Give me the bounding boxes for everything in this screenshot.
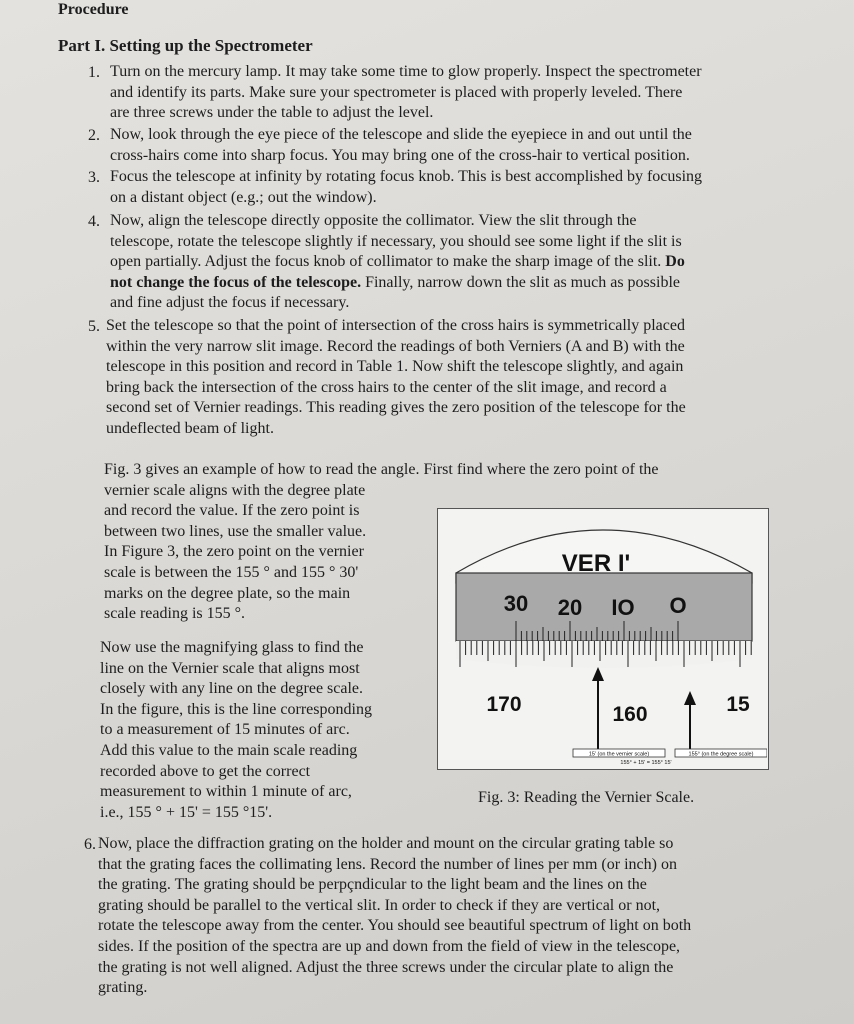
sum-note: 155° + 15' = 155° 15' [620, 760, 672, 766]
vernier-label: IO [611, 595, 635, 620]
text-line: second set of Vernier readings. This reading gives the zero position of the telescope for the [106, 399, 686, 417]
text-line: telescope, rotate the telescope slightly if necessary, you should see some light if the slit is [110, 232, 682, 250]
figure-caption: Fig. 3: Reading the Vernier Scale. [478, 789, 695, 806]
text-line: and record the value. If the zero point is [104, 502, 360, 520]
text-line: In Figure 3, the zero point on the vernier [104, 543, 364, 561]
part-title: Part I. Setting up the Spectrometer [58, 36, 313, 55]
text-line: i.e., 155 ° + 15' = 155 °15'. [100, 803, 273, 821]
vernier-scale-diagram [438, 509, 767, 768]
step-number: 6. [84, 836, 96, 853]
step-6-text [98, 834, 691, 999]
step-number: 5. [88, 318, 100, 335]
vernier-label: 30 [503, 591, 529, 616]
text-line: on a distant object (e.g.; out the window). [110, 188, 377, 206]
text-line: that the grating faces the collimating lens. Record the number of lines per mm (or inch) on [98, 855, 677, 873]
vernier-label: 20 [557, 595, 583, 620]
text-line: Add this value to the main scale reading [100, 741, 358, 759]
text-line: undeflected beam of light. [106, 419, 274, 437]
text-line: within the very narrow slit image. Record the readings of both Verniers (A and B) with the [106, 337, 685, 355]
text-line: cross-hairs come into sharp focus. You may bring one of the cross-hair to vertical position. [110, 146, 690, 164]
degree-label: 160 [612, 703, 648, 726]
text-line: rotate the telescope away from the center. You should see beautiful spectrum of light on both [98, 917, 692, 935]
text-line: the grating. The grating should be perpçndicular to the light beam and the lines on the [98, 876, 647, 894]
text-line: In the figure, this is the line corresponding [100, 700, 372, 718]
text-line: Focus the telescope at infinity by rotating focus knob. This is best accomplished by focusing [110, 168, 703, 185]
step-1-text [110, 62, 702, 124]
fig-paragraph-2 [100, 638, 372, 823]
text-line: Now, align the telescope directly opposite the collimator. View the slit through the [110, 212, 637, 229]
text-line: open partially. Adjust the focus knob of collimator to make the sharp image of the slit. Do [110, 253, 685, 271]
text-line: Now, place the diffraction grating on the holder and mount on the circular grating table so [98, 835, 674, 852]
text-line: scale reading is 155 °. [104, 605, 246, 623]
text-line: Now, look through the eye piece of the telescope and slide the eyepiece in and out until the [110, 126, 692, 143]
text-line: are three screws under the table to adjust the level. [110, 104, 434, 122]
step-number: 2. [88, 127, 100, 144]
text-line: Fig. 3 gives an example of how to read the angle. First find where the zero point of the [104, 461, 659, 478]
text-line: Set the telescope so that the point of intersection of the cross hairs is symmetrically placed [106, 317, 685, 334]
text-line: to a measurement of 15 minutes of arc. [100, 721, 350, 739]
text-line: Now use the magnifying glass to find the [100, 639, 364, 656]
text-line: and identify its parts. Make sure your spectrometer is placed with properly leveled. There [110, 83, 683, 101]
vernier-band [456, 573, 752, 641]
degree-label: 15 [726, 693, 750, 716]
text-line: the grating is not well aligned. Adjust the three screws under the circular plate to align the [98, 958, 674, 976]
step-3-text [110, 167, 702, 208]
vernier-label: O [669, 593, 687, 618]
text-line: line on the Vernier scale that aligns most [100, 659, 360, 677]
text-line: marks on the degree plate, so the main [104, 584, 351, 602]
text-line: vernier scale aligns with the degree plate [104, 481, 366, 499]
step-number: 3. [88, 169, 100, 186]
text-line: Turn on the mercury lamp. It may take some time to glow properly. Inspect the spectrometer [110, 63, 702, 80]
vernier-title: VER I' [561, 550, 631, 577]
vernier-figure [437, 508, 769, 770]
vernier-note: 15' (on the vernier scale) [588, 751, 650, 758]
degree-label: 170 [486, 693, 522, 716]
text-line: bring back the intersection of the cross hairs to the center of the slit image, and record a [106, 378, 667, 396]
text-line: scale is between the 155 ° and 155 ° 30' [104, 563, 359, 581]
step-2-text [110, 125, 692, 166]
step-4-text [110, 211, 685, 314]
text-line: grating. [98, 979, 148, 997]
text-line: grating should be parallel to the vertical slit. In order to check if they are vertical or not, [98, 896, 661, 914]
text-line: measurement to within 1 minute of arc, [100, 783, 352, 801]
bold-text: not change the focus of the telescope. [110, 273, 362, 291]
text-line: between two lines, use the smaller value. [104, 522, 367, 540]
bold-text: Do [665, 253, 685, 271]
step-5-text [106, 316, 686, 440]
zero-arrow-head [592, 667, 604, 681]
text-line: not change the focus of the telescope. Finally, narrow down the slit as much as possible [110, 273, 680, 291]
text-line: telescope in this position and record in Table 1. Now shift the telescope slightly, and again [106, 358, 684, 376]
step-number: 4. [88, 213, 100, 230]
procedure-heading: Procedure [58, 1, 129, 18]
degree-plate [456, 641, 752, 668]
match-arrow-head [684, 691, 696, 705]
text-line: and fine adjust the focus if necessary. [110, 294, 350, 312]
degree-note: 155° (on the degree scale) [688, 751, 754, 758]
text-line: recorded above to get the correct [100, 762, 311, 780]
step-number: 1. [88, 64, 100, 81]
text-line: closely with any line on the degree scale. [100, 680, 364, 698]
text-line: sides. If the position of the spectra are up and down from the field of view in the telescope, [98, 937, 681, 955]
